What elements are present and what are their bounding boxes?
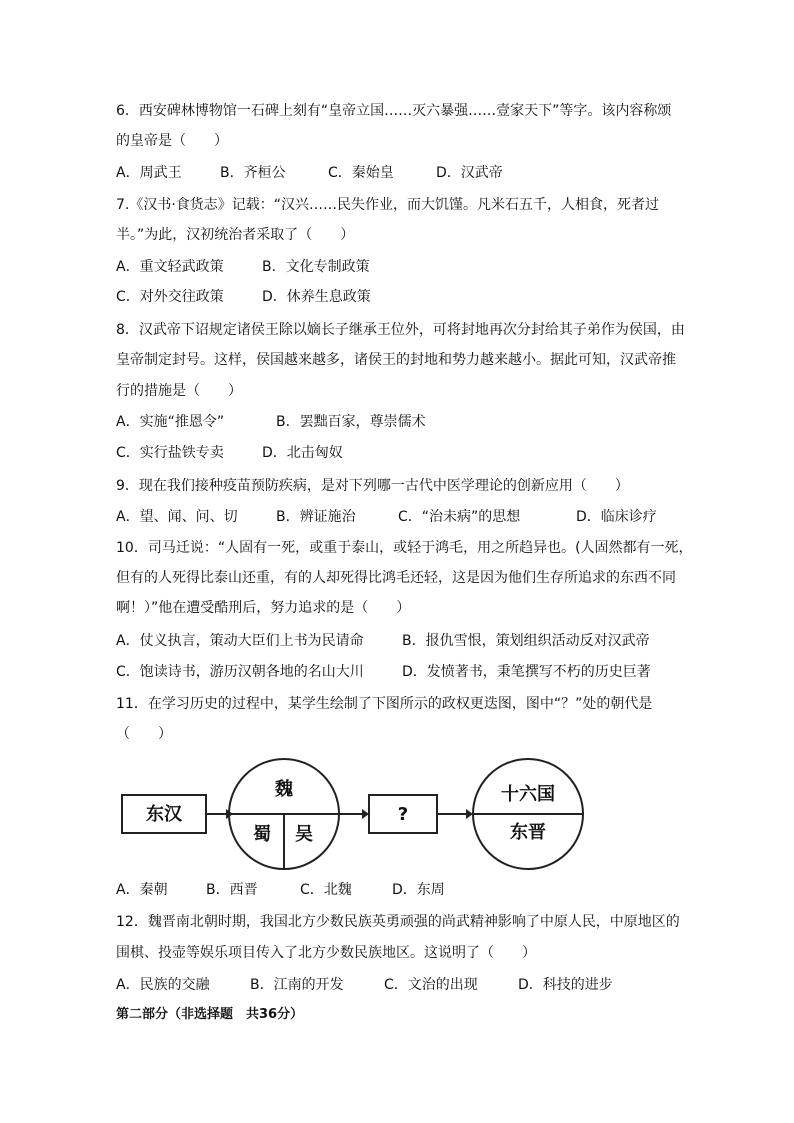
q10-stem-line2: 但有的人死得比泰山还重，有的人却死得比鸿毛还轻，这是因为他们生存所追求的东西不同 [116, 570, 676, 586]
diagram-label-unknown: ? [397, 804, 409, 825]
diagram-label-wu: 吴 [295, 824, 313, 845]
diagram-label-sixteen-kingdoms: 十六国 [501, 784, 555, 805]
q11-stem-line1: 11．在学习历史的过程中，某学生绘制了下图所示的政权更迭图，图中“？”处的朝代是 [116, 696, 653, 712]
q7-option-d: D．休养生息政策 [262, 289, 371, 305]
diagram-arrowhead-3 [466, 809, 473, 819]
q8-stem-line2: 皇帝制定封号。这样，侯国越来越多，诸侯王的封地和势力越来越小。据此可知，汉武帝推 [116, 352, 676, 368]
q10-option-c: C．饱读诗书，游历汉朝各地的名山大川 [116, 664, 364, 680]
q7-stem-line2: 半。”为此，汉初统治者采取了（ ） [116, 227, 355, 243]
diagram-arrowhead-2 [362, 809, 369, 819]
q8-stem-line3: 行的措施是（ ） [116, 383, 242, 399]
q9-option-a: A．望、闻、问、切 [116, 509, 238, 525]
q8-option-c: C．实行盐铁专卖 [116, 445, 224, 461]
q9-option-c: C．“治未病”的思想 [398, 509, 521, 525]
q12-stem-line1: 12．魏晋南北朝时期，我国北方少数民族英勇顽强的尚武精神影响了中原人民，中原地区的 [116, 914, 680, 930]
q10-option-a: A．仗义执言，策动大臣们上书为民请命 [116, 633, 364, 649]
q6-option-c: C．秦始皇 [328, 165, 394, 181]
q9-option-d: D．临床诊疗 [576, 509, 657, 525]
q12-stem-line2: 围棋、投壶等娱乐项目传入了北方少数民族地区。这说明了（ ） [116, 945, 536, 961]
diagram-label-donghan: 东汉 [146, 804, 182, 825]
q11-stem-line2: （ ） [116, 726, 172, 742]
q8-stem-line1: 8．汉武帝下诏规定诸侯王除以嫡长子继承王位外，可将封地再次分封给其子弟作为侯国，由 [116, 322, 685, 338]
q7-stem-line1: 7.《汉书·食货志》记载：“汉兴……民失作业，而大饥馑。凡米石五千，人相食，死者过 [116, 197, 660, 213]
q6-option-b: B．齐桓公 [220, 165, 286, 181]
q12-option-b: B．江南的开发 [250, 977, 344, 993]
diagram-label-wei: 魏 [275, 779, 293, 800]
q12-option-c: C．文治的出现 [384, 977, 478, 993]
q8-option-a: A．实施“推恩令” [116, 414, 225, 430]
q10-option-d: D．发愤著书，秉笔撰写不朽的历史巨著 [402, 664, 651, 680]
q7-option-a: A．重文轻武政策 [116, 259, 224, 275]
q9-option-b: B．辨证施治 [276, 509, 356, 525]
q11-option-b: B．西晋 [206, 882, 258, 898]
q11-option-d: D．东周 [392, 882, 445, 898]
q12-option-a: A．民族的交融 [116, 977, 210, 993]
q10-option-b: B．报仇雪恨，策划组织活动反对汉武帝 [402, 633, 650, 649]
q10-stem-line1: 10．司马迁说：“人固有一死，或重于泰山，或轻于鸿毛，用之所趋异也。(人固然都有一死， [116, 540, 693, 556]
diagram-label-shu: 蜀 [253, 824, 271, 845]
q9-stem-line1: 9．现在我们接种疫苗预防疾病，是对下列哪一古代中医学理论的创新应用（ ） [116, 478, 629, 494]
diagram-label-dongjin: 东晋 [510, 822, 546, 843]
q8-option-b: B．罢黜百家，尊崇儒术 [276, 414, 426, 430]
q6-stem-line1: 6．西安碑林博物馆一石碑上刻有“皇帝立国……灭六暴强……壹家天下”等字。该内容称颂 [116, 103, 672, 119]
q11-option-a: A．秦朝 [116, 882, 168, 898]
q6-option-a: A．周武王 [116, 165, 182, 181]
q7-option-b: B．文化专制政策 [262, 259, 370, 275]
q10-stem-line3: 啊！）”他在遭受酷刑后，努力追求的是（ ） [116, 600, 411, 616]
q11-option-c: C．北魏 [300, 882, 352, 898]
q7-option-c: C．对外交往政策 [116, 289, 224, 305]
q12-option-d: D．科技的进步 [518, 977, 613, 993]
q6-stem-line2: 的皇帝是（ ） [116, 133, 228, 149]
q8-option-d: D．北击匈奴 [262, 445, 343, 461]
section2-heading: 第二部分（非选择题 共36分） [116, 1007, 304, 1022]
q6-option-d: D．汉武帝 [436, 165, 503, 181]
